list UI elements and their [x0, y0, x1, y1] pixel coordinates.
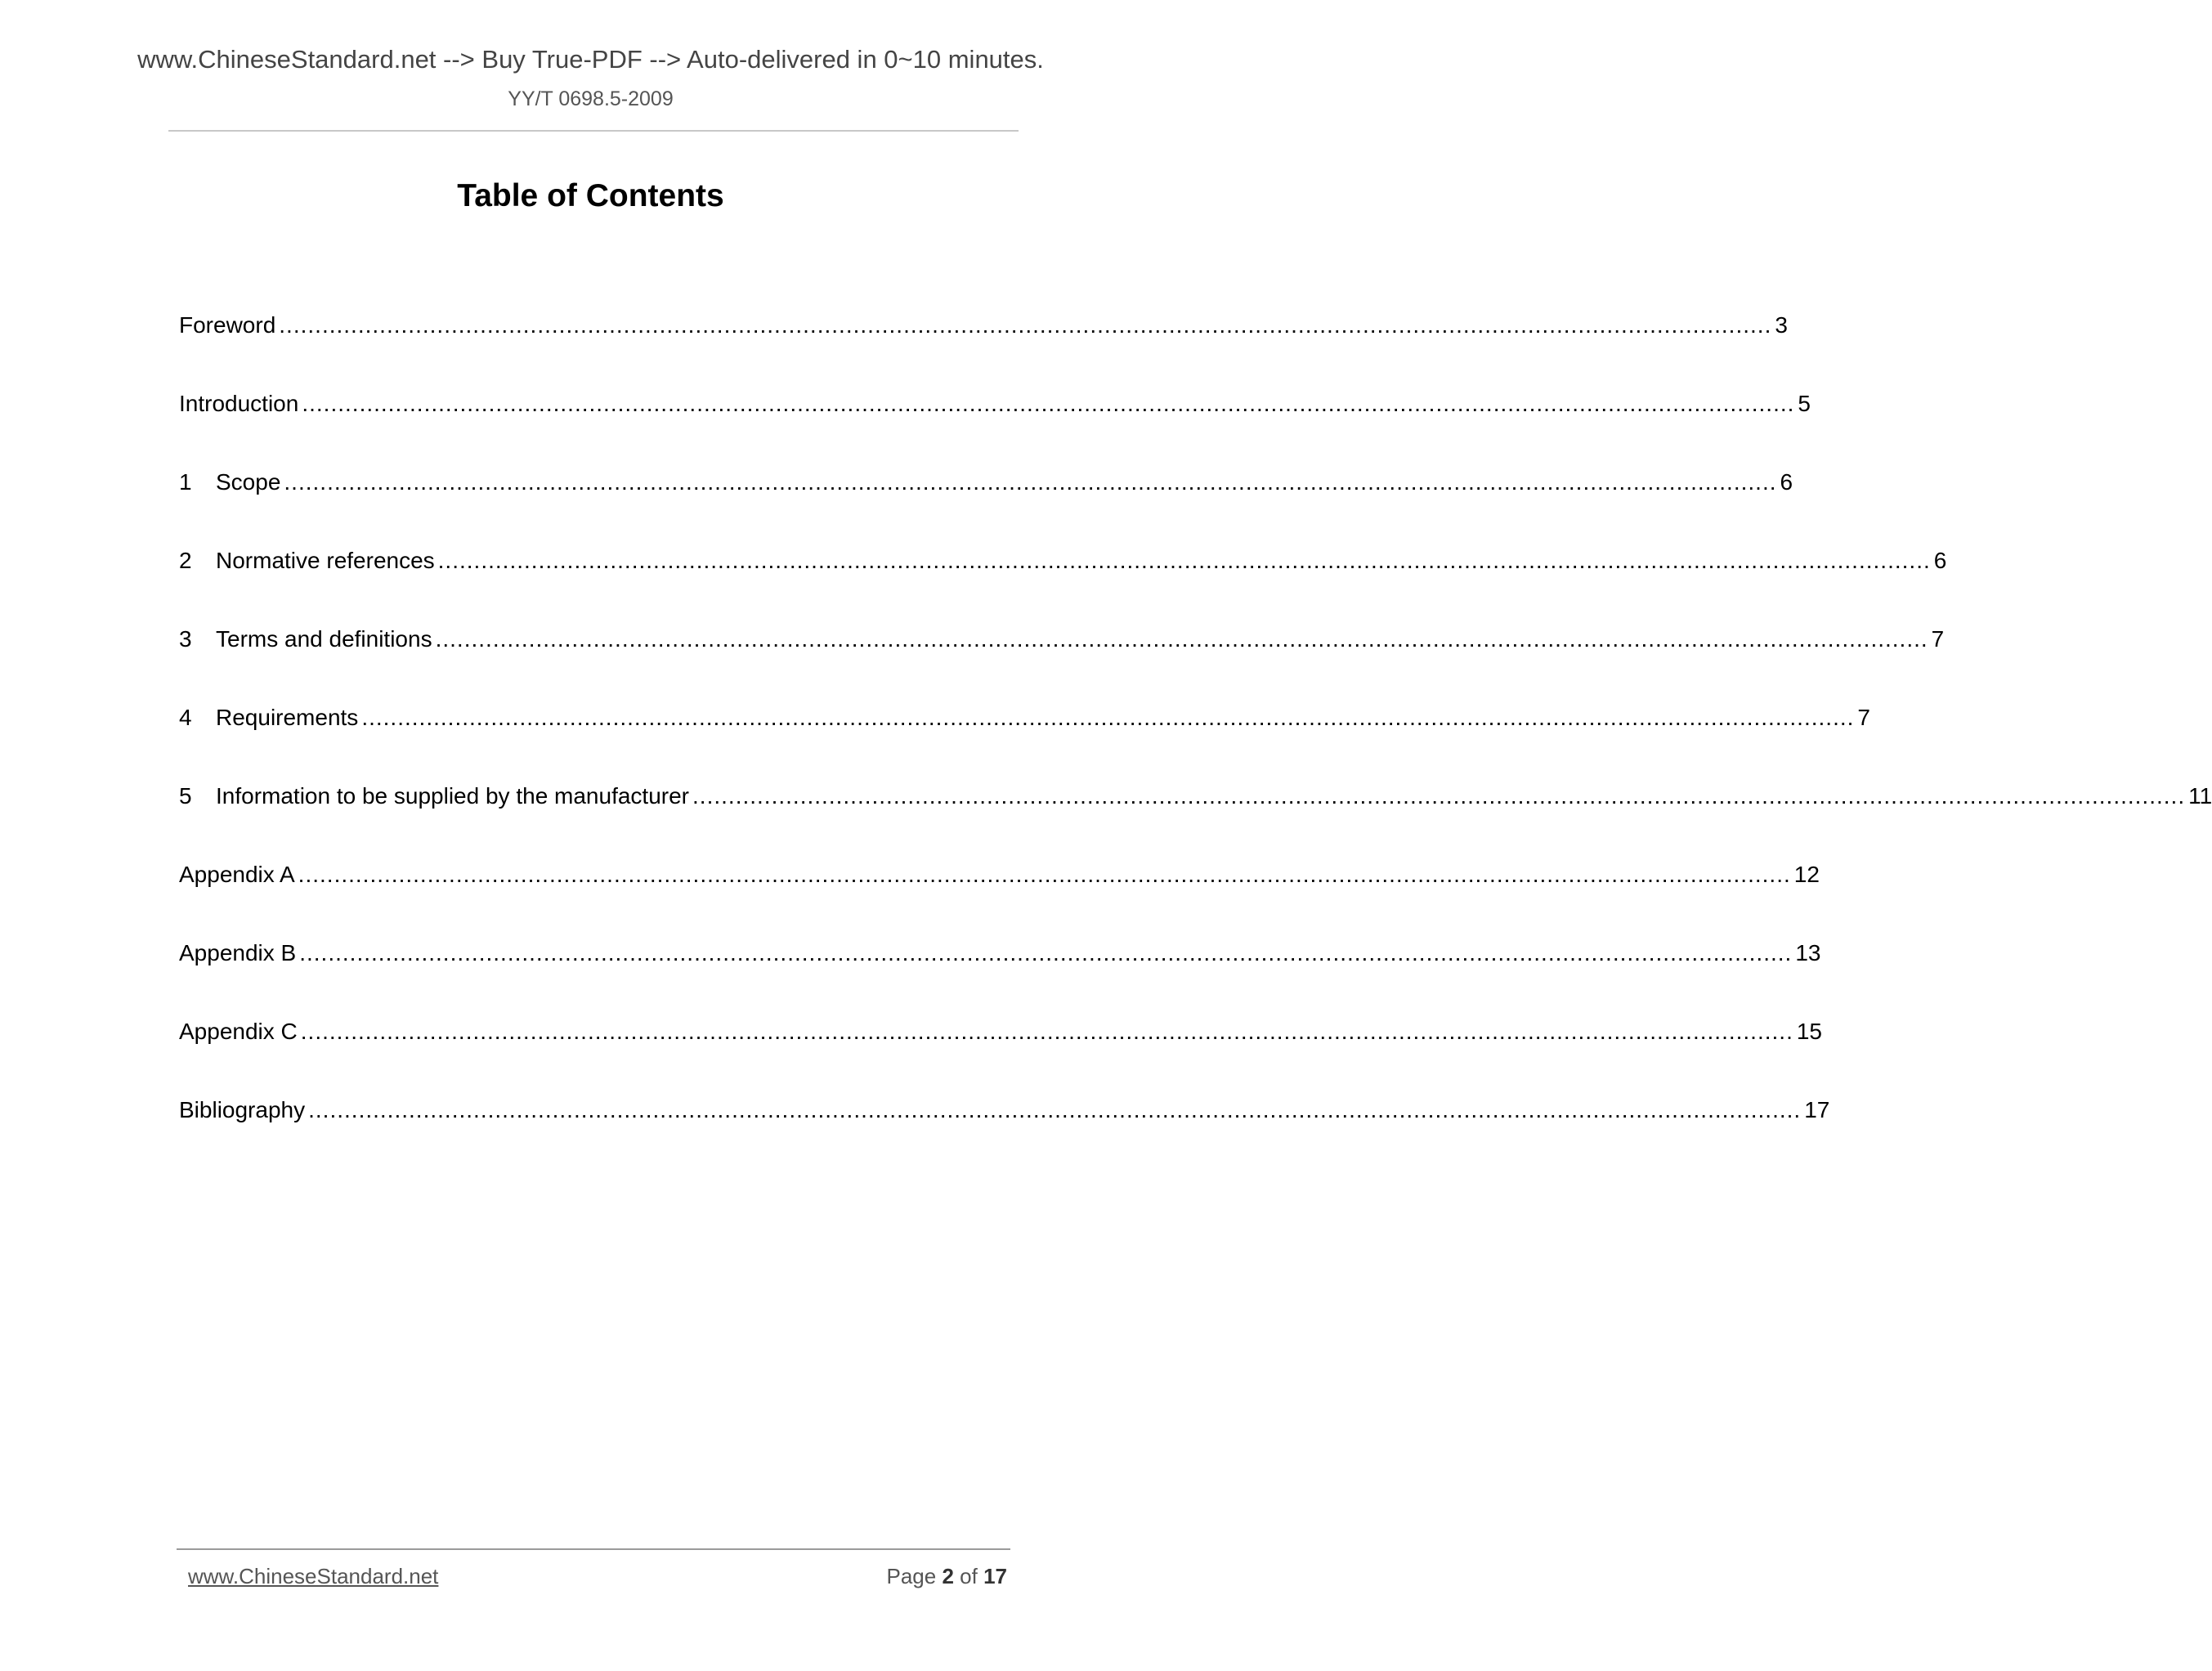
toc-entry-page: 3 — [1775, 312, 1788, 338]
toc-entry-page: 5 — [1798, 391, 1811, 416]
toc-entry-title: Bibliography — [179, 1097, 306, 1122]
toc-dot-leader: ................................................................................................................................................................................................................ — [279, 312, 1772, 338]
page-total-number: 17 — [983, 1564, 1007, 1588]
toc-entry-title: Terms and definitions — [216, 626, 432, 652]
toc-dot-leader: ................................................................................................................................................................................................................ — [302, 391, 1795, 416]
page-indicator — [886, 1564, 1007, 1589]
toc-entry-title: Requirements — [216, 705, 359, 730]
footer-website-link[interactable]: www.ChineseStandard.net — [188, 1564, 439, 1588]
toc-entry-scope[interactable] — [179, 464, 1793, 542]
footer-divider — [177, 1548, 1010, 1550]
toc-dot-leader: ................................................................................................................................................................................................................ — [308, 1097, 1802, 1122]
page-current-number: 2 — [942, 1564, 954, 1588]
toc-dot-leader: ................................................................................................................................................................................................................ — [437, 548, 1931, 573]
toc-dot-leader: ................................................................................................................................................................................................................ — [284, 469, 1777, 495]
toc-entry-page: 6 — [1933, 548, 1947, 573]
toc-entry-title: Foreword — [179, 312, 276, 338]
toc-dot-leader: ................................................................................................................................................................................................................ — [300, 1019, 1793, 1044]
toc-entry-requirements[interactable] — [179, 699, 1870, 777]
toc-entry-number: 3 — [179, 626, 192, 652]
toc-entry-number: 1 — [179, 469, 192, 495]
toc-dot-leader: ................................................................................................................................................................................................................ — [298, 862, 1791, 887]
toc-entry-page: 7 — [1857, 705, 1870, 730]
toc-entry-page: 12 — [1793, 862, 1820, 887]
toc-entry-page: 17 — [1804, 1097, 1830, 1122]
document-id: YY/T 0698.5-2009 — [508, 87, 674, 110]
toc-dot-leader: ................................................................................................................................................................................................................ — [435, 626, 1928, 652]
toc-entry-title: Introduction — [179, 391, 299, 416]
toc-entry-page: 13 — [1795, 940, 1821, 965]
toc-entry-normative-references[interactable] — [179, 542, 1947, 620]
toc-entry-title: Normative references — [216, 548, 435, 573]
toc-entry-information-supplied[interactable] — [179, 777, 2212, 856]
toc-entry-number: 4 — [179, 705, 192, 730]
toc-entry-number: 2 — [179, 548, 192, 573]
toc-entry-title: Appendix B — [179, 940, 297, 965]
header-banner: www.ChineseStandard.net --> Buy True-PDF --> Auto-delivered in 0~10 minutes. — [137, 45, 1044, 74]
toc-entry-page: 11 — [2188, 783, 2212, 809]
toc-entry-page: 15 — [1796, 1019, 1823, 1044]
toc-entry-page: 7 — [1931, 626, 1945, 652]
toc-entry-title: Appendix A — [179, 862, 295, 887]
toc-entry-title: Appendix C — [179, 1019, 298, 1044]
toc-dot-leader: ................................................................................................................................................................................................................ — [299, 940, 1793, 965]
toc-entry-appendix-c[interactable] — [179, 1013, 1823, 1091]
toc-entry-number: 5 — [179, 783, 192, 809]
toc-entry-appendix-b[interactable] — [179, 934, 1821, 1013]
toc-entry-page: 6 — [1780, 469, 1793, 495]
toc-dot-leader: ................................................................................................................................................................................................................ — [361, 705, 1855, 730]
toc-entry-bibliography[interactable] — [179, 1091, 1830, 1170]
page-of-label: of — [960, 1564, 978, 1588]
header-divider — [168, 130, 1019, 132]
toc-entry-title: Information to be supplied by the manufacturer — [216, 783, 690, 809]
toc-entry-foreword[interactable] — [179, 307, 1788, 385]
page-label: Page — [886, 1564, 937, 1588]
toc-entry-terms-and-definitions[interactable] — [179, 620, 1945, 699]
toc-entry-title: Scope — [216, 469, 281, 495]
page-title: Table of Contents — [457, 178, 724, 213]
toc-entry-introduction[interactable] — [179, 385, 1811, 464]
table-of-contents — [179, 307, 2212, 1170]
toc-dot-leader: ................................................................................................................................................................................................................ — [692, 783, 2186, 809]
toc-entry-appendix-a[interactable] — [179, 856, 1820, 934]
